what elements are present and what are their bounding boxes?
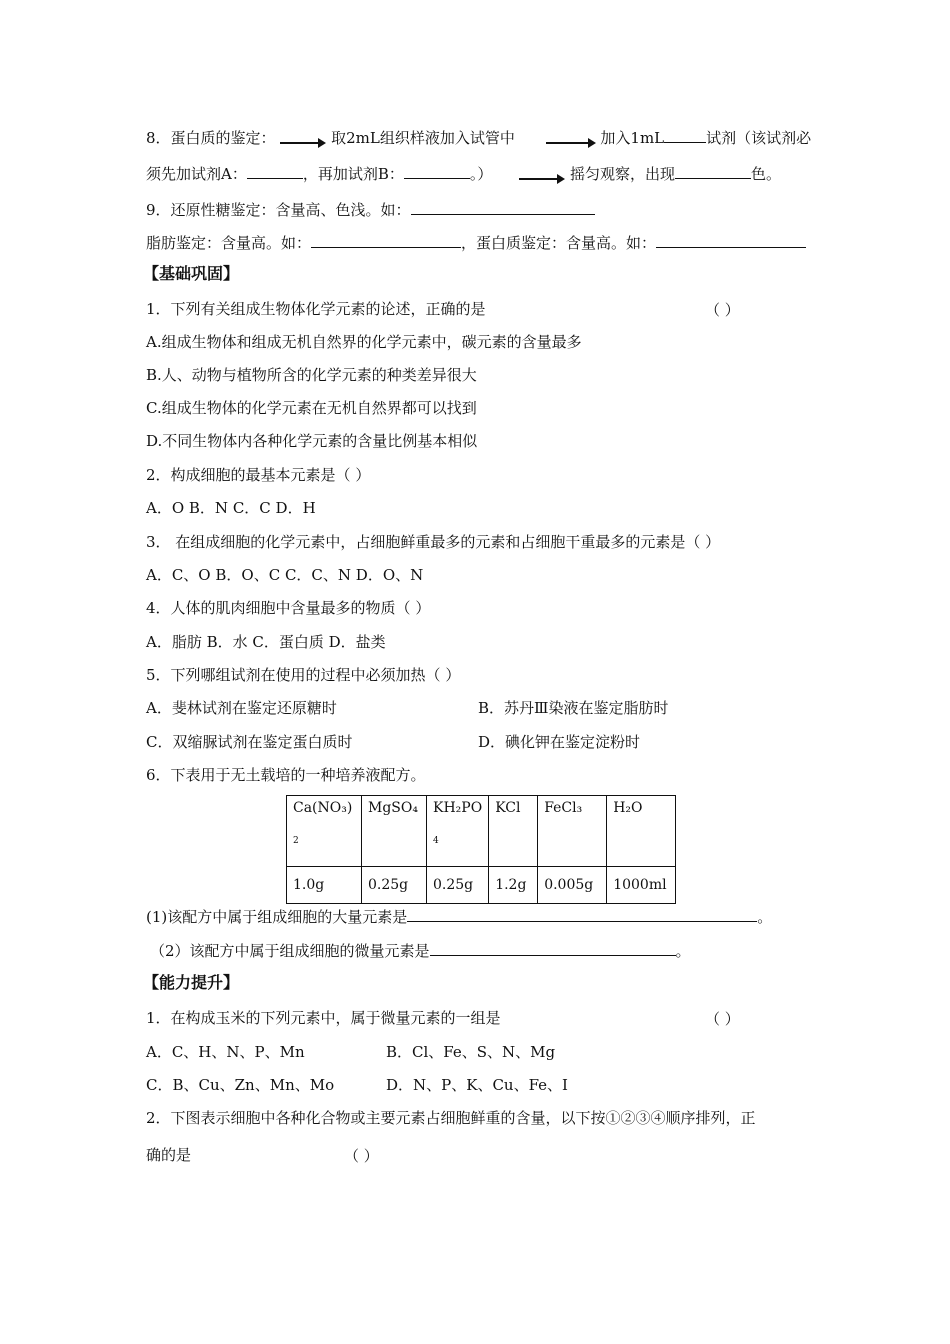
basic-q6-stem: 6．下表用于无土载培的一种培养液配方。	[146, 766, 426, 784]
table-header-cell: FeCl₃	[538, 796, 607, 867]
q8-step3: 摇匀观察，出现	[569, 165, 675, 183]
q6-sub1-text: (1)该配方中属于组成细胞的大量元素是	[146, 908, 408, 926]
basic-q3-stem: 3． 在组成细胞的化学元素中，占细胞鲜重最多的元素和占细胞干重最多的元素是（ ）	[146, 533, 721, 551]
q6-sub1	[146, 907, 772, 927]
adv-q1-option-d: D．N、P、K、Cu、Fe、I	[386, 1076, 568, 1094]
answer-blank[interactable]	[430, 941, 676, 956]
answer-blank[interactable]	[664, 128, 706, 143]
adv-q1-option-a: A．C、H、N、P、Mn	[146, 1043, 305, 1061]
answer-blank[interactable]	[404, 164, 470, 179]
arrow-icon	[519, 170, 565, 180]
answer-blank[interactable]	[311, 233, 461, 248]
q8-reagent-suffix: 试剂（该试剂必	[706, 129, 812, 147]
q6-sub2	[150, 941, 691, 961]
answer-paren[interactable]: （ ）	[705, 301, 740, 319]
answer-blank[interactable]	[407, 907, 757, 922]
q6-sub2-text: （2）该配方中属于组成细胞的微量元素是	[150, 942, 430, 960]
table-cell: 0.25g	[427, 867, 489, 904]
basic-q5-option-a: A．斐林试剂在鉴定还原糖时	[146, 699, 337, 717]
answer-blank[interactable]	[675, 164, 751, 179]
basic-q3-options: A．C、O B．O、C C．C、N D．O、N	[146, 566, 424, 584]
answer-blank[interactable]	[656, 233, 806, 248]
adv-q1-option-c: C．B、Cu、Zn、Mn、Mo	[146, 1076, 335, 1094]
basic-q5-option-d: D．碘化钾在鉴定淀粉时	[478, 733, 641, 751]
table-cell: 0.25g	[362, 867, 427, 904]
q9-line2	[146, 233, 806, 253]
adv-q2-line2: 确的是	[146, 1146, 192, 1164]
answer-blank[interactable]	[247, 164, 303, 179]
basic-q1-stem: 1．下列有关组成生物体化学元素的论述，正确的是	[146, 300, 486, 318]
basic-q1-option-d: D.不同生物体内各种化学元素的含量比例基本相似	[146, 432, 478, 450]
table-header-cell: KCl	[489, 796, 538, 867]
arrow-icon	[280, 134, 326, 144]
q8-step1: 取2mL组织样液加入试管中	[331, 129, 515, 147]
q8-paren-close: 。）	[469, 165, 493, 183]
q8-line1	[146, 128, 811, 148]
table-header-row	[287, 796, 676, 867]
arrow-icon	[546, 134, 596, 144]
basic-q5-option-c: C．双缩脲试剂在鉴定蛋白质时	[146, 733, 353, 751]
nutrient-solution-table	[286, 795, 676, 904]
table-cell: 1.0g	[287, 867, 362, 904]
adv-q1-stem: 1．在构成玉米的下列元素中，属于微量元素的一组是	[146, 1009, 501, 1027]
table-cell: 1.2g	[489, 867, 538, 904]
basic-q5-option-b: B．苏丹Ⅲ染液在鉴定脂肪时	[478, 699, 669, 717]
basic-q4-stem: 4．人体的肌肉细胞中含量最多的物质（ ）	[146, 599, 431, 617]
answer-blank[interactable]	[411, 200, 595, 215]
basic-q1-option-b: B.人、动物与植物所含的化学元素的种类差异很大	[146, 366, 477, 384]
q8-reagent-b-label: ，再加试剂B：	[302, 165, 404, 183]
adv-q1-option-b: B．Cl、Fe、S、N、Mg	[386, 1043, 556, 1061]
table-row	[287, 867, 676, 904]
basic-q2-options: A．O B．N C．C D．H	[146, 499, 316, 517]
answer-paren[interactable]: （ ）	[344, 1147, 379, 1165]
q8-step2: 加入1mL	[600, 129, 665, 147]
table-header-cell: Ca(NO₃) 2	[287, 796, 362, 867]
q9-fat: 脂肪鉴定：含量高。如：	[146, 234, 312, 252]
table-header-cell: MgSO₄	[362, 796, 427, 867]
basic-q5-stem: 5．下列哪组试剂在使用的过程中必须加热（ ）	[146, 666, 461, 684]
q9-reducing-sugar: 9．还原性糖鉴定：含量高、色浅。如：	[146, 201, 411, 219]
table-cell: 1000ml	[607, 867, 676, 904]
basic-q4-options: A．脂肪 B．水 C．蛋白质 D．盐类	[146, 633, 386, 651]
basic-q1-option-c: C.组成生物体的化学元素在无机自然界都可以找到	[146, 399, 477, 417]
q8-line2	[146, 164, 781, 184]
basic-q2-stem: 2．构成细胞的最基本元素是（ ）	[146, 466, 371, 484]
basic-q1-option-a: A.组成生物体和组成无机自然界的化学元素中，碳元素的含量最多	[146, 333, 582, 351]
section-title-advanced: 【能力提升】	[143, 973, 240, 992]
table-header-cell: KH₂PO 4	[427, 796, 489, 867]
table-cell: 0.005g	[538, 867, 607, 904]
q8-label: 8．蛋白质的鉴定：	[146, 129, 276, 147]
q8-reagent-a-label: 须先加试剂A：	[146, 165, 247, 183]
q9-protein: ，蛋白质鉴定：含量高。如：	[461, 234, 657, 252]
section-title-basic: 【基础巩固】	[143, 264, 240, 283]
q8-color-suffix: 色。	[750, 165, 781, 183]
answer-paren[interactable]: （ ）	[705, 1010, 740, 1028]
adv-q2-line1: 2．下图表示细胞中各种化合物或主要元素占细胞鲜重的含量，以下按①②③④顺序排列，正	[146, 1109, 756, 1127]
q6-sub2-end: 。	[675, 942, 691, 960]
q9-line1	[146, 200, 595, 220]
q6-sub1-end: 。	[757, 908, 773, 926]
table-header-cell: H₂O	[607, 796, 676, 867]
